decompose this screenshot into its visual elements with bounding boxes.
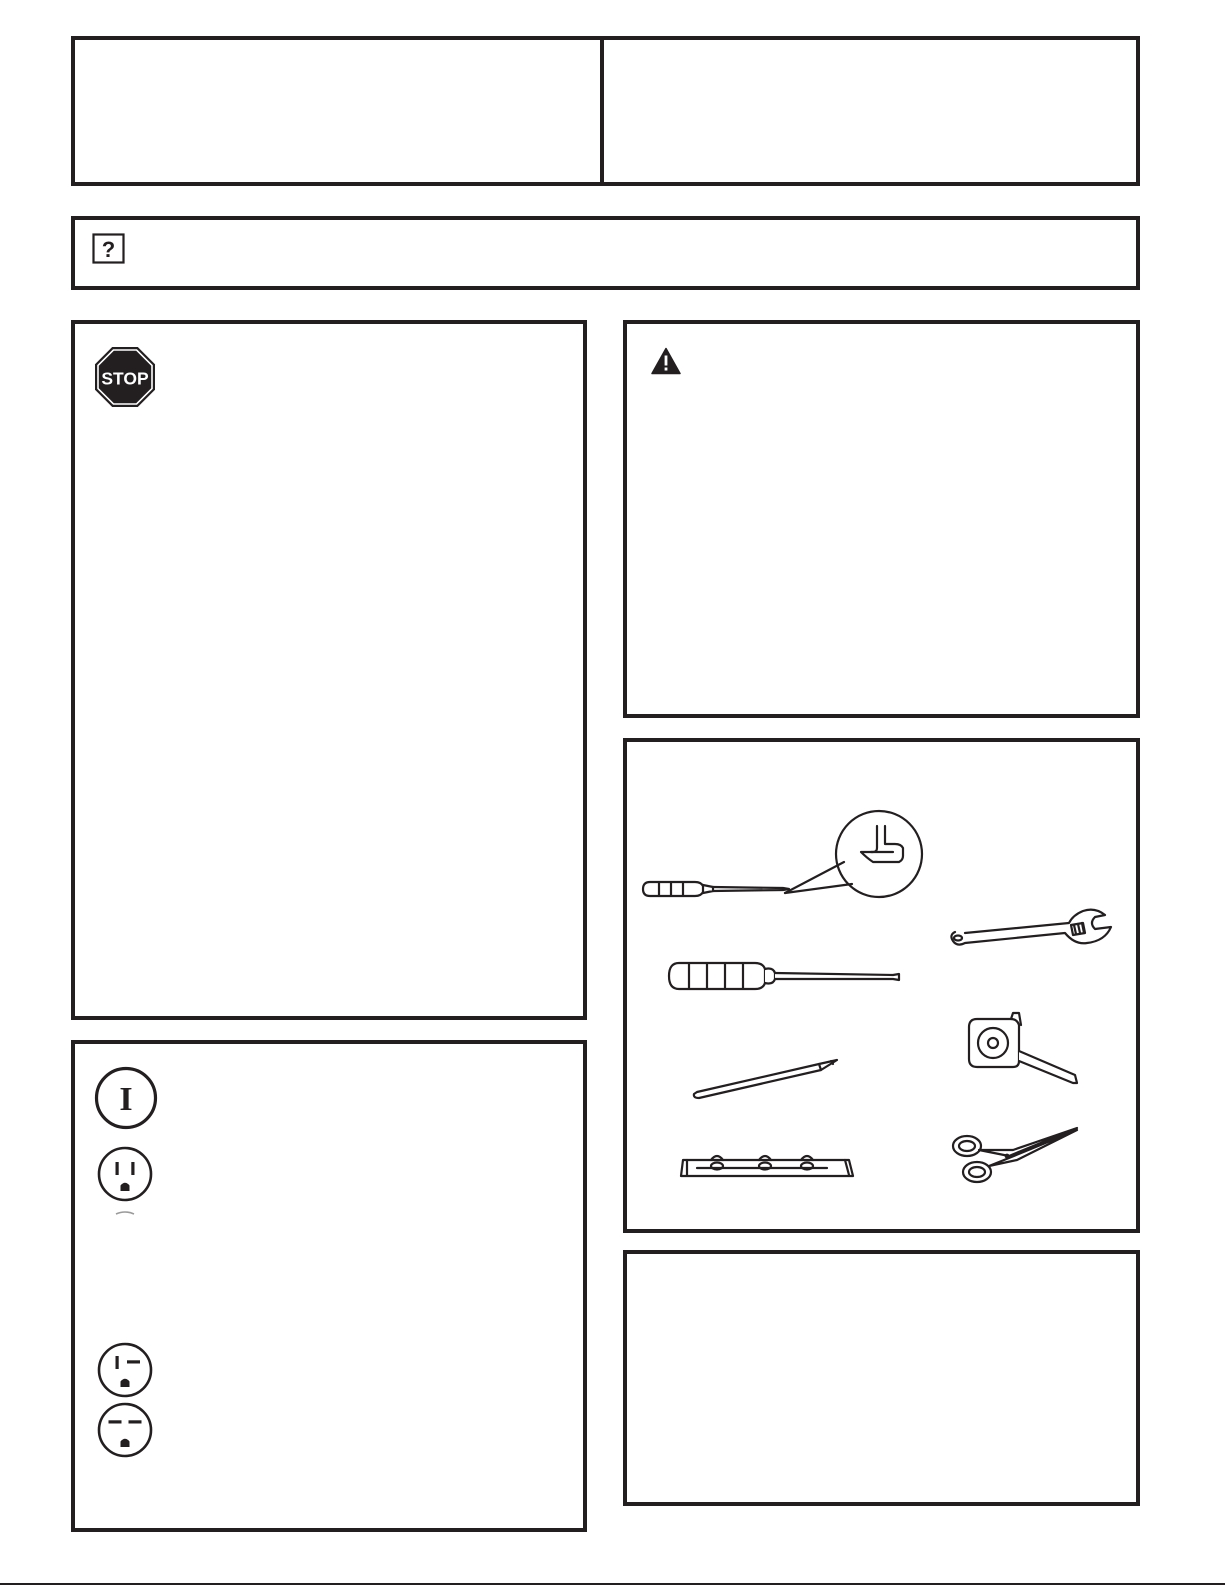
phillips-screwdriver-icon [641, 808, 921, 908]
warning-box [623, 320, 1140, 718]
header-right-box [600, 36, 1140, 186]
stop-label: STOP [101, 368, 149, 389]
warning-triangle-icon [651, 347, 681, 375]
adjustable-wrench-icon [945, 907, 1115, 952]
tandem-outlet-icon [96, 1341, 154, 1399]
stop-sign-icon [94, 346, 156, 408]
electrical-box [71, 1040, 587, 1532]
stop-box [71, 320, 587, 1020]
parts-box [623, 1250, 1140, 1506]
level-icon [677, 1150, 857, 1184]
three-prong-outlet-icon [96, 1145, 154, 1217]
svg-text:?: ? [101, 237, 116, 262]
tools-box [623, 738, 1140, 1233]
questions-banner [71, 216, 1140, 290]
pencil-icon [691, 1058, 841, 1104]
svg-text:I: I [119, 1081, 133, 1118]
important-i-icon [94, 1066, 158, 1130]
tape-measure-icon [963, 1015, 1088, 1090]
header-left-box [71, 36, 604, 186]
flat-blade-screwdriver-icon [667, 955, 903, 997]
scissors-icon [947, 1122, 1087, 1192]
question-mark-icon [92, 233, 125, 264]
horizontal-prong-outlet-icon [96, 1401, 154, 1459]
